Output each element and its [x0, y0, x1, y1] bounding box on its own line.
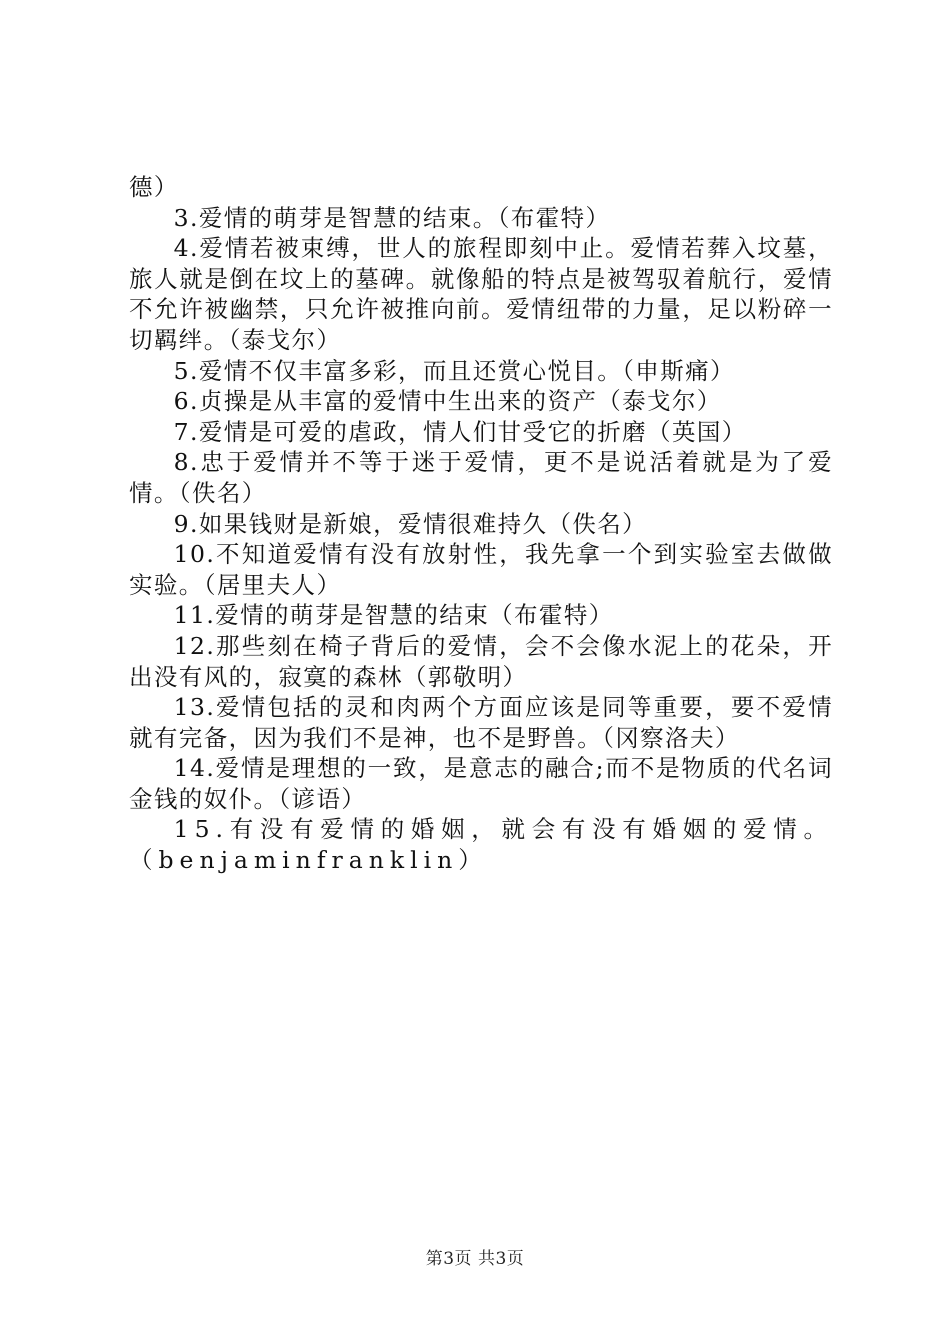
quote-item-3: 3.爱情的萌芽是智慧的结束。（布霍特） — [173, 203, 611, 232]
quote-item-11: 11.爱情的萌芽是智慧的结束（布霍特） — [173, 601, 614, 630]
quote-item-4: 4.爱情若被束缚，世人的旅程即刻中止。爱情若葬入坟墓，旅人就是倒在坟上的墓碑。就像船的特点是被驾驭着航行，爱情不允许被幽禁，只允许被推向前。爱情纽带的力量，足以粉碎一切羁绊。（泰戈尔） — [129, 234, 833, 354]
quote-item-8: 8.忠于爱情并不等于迷于爱情，更不是说活着就是为了爱情。（佚名） — [129, 448, 833, 507]
quote-item-5: 5.爱情不仅丰富多彩，而且还赏心悦目。（申斯痛） — [173, 356, 735, 385]
quote-item-9: 9.如果钱财是新娘，爱情很难持久（佚名） — [173, 509, 648, 538]
quote-item-13: 13.爱情包括的灵和肉两个方面应该是同等重要，要不爱情就有完备，因为我们不是神，也不是野兽。（冈察洛夫） — [129, 693, 833, 752]
quote-item-15: 15.有没有爱情的婚姻，就会有没有婚姻的爱情。（benjaminfranklin） — [129, 815, 833, 875]
quote-item-12: 12.那些刻在椅子背后的爱情，会不会像水泥上的花朵，开出没有风的，寂寞的森林（郭敬明） — [129, 631, 833, 691]
paragraph-continuation: 德） — [129, 173, 179, 201]
quote-item-7: 7.爱情是可爱的虐政，情人们甘受它的折磨（英国） — [173, 417, 747, 446]
quote-item-10: 10.不知道爱情有没有放射性，我先拿一个到实验室去做做实验。（居里夫人） — [129, 540, 833, 599]
document-body — [129, 172, 833, 876]
quote-item-6: 6.贞操是从丰富的爱情中生出来的资产（泰戈尔） — [173, 387, 722, 416]
page-number-footer: 第3页 共3页 — [425, 1249, 525, 1269]
quote-item-14: 14.爱情是理想的一致，是意志的融合;而不是物质的代名词金钱的奴仆。（谚语） — [129, 754, 833, 813]
